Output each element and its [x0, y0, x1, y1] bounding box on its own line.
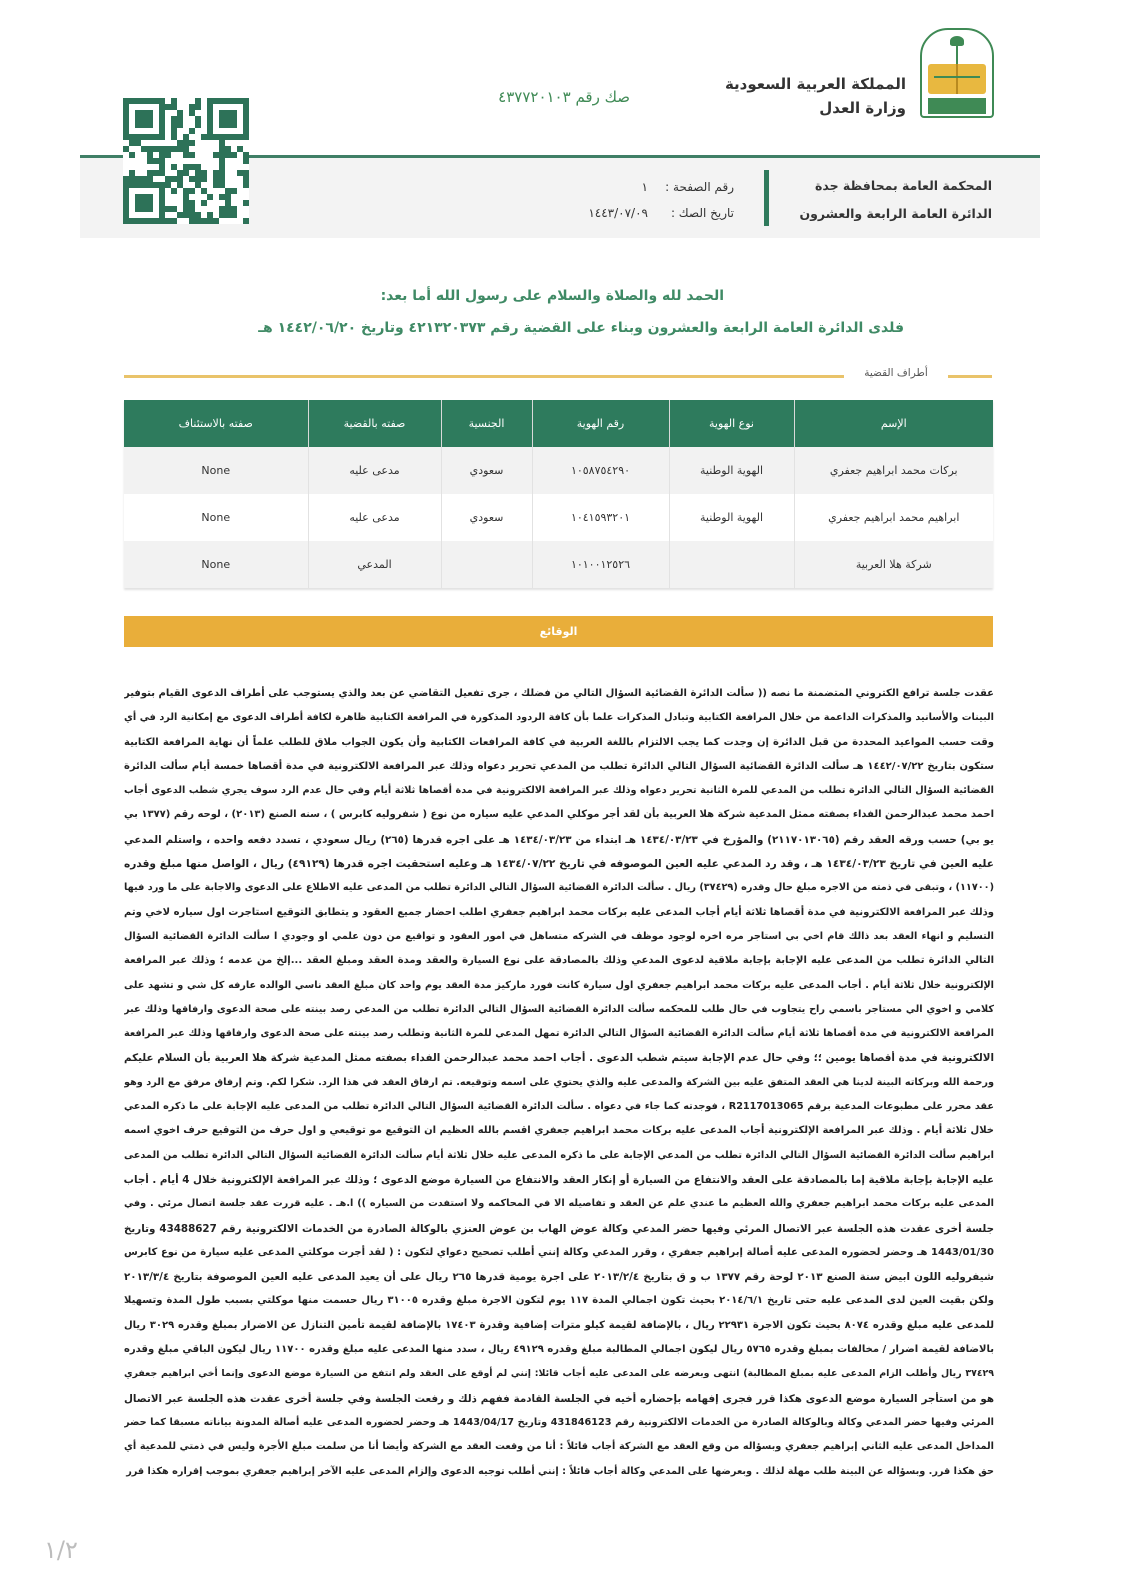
facts-line: الالكترونية في مدة أقصاها يومين ؛؛ وفي حال عدم الإجابة سيتم شطب الدعوى . أجاب احمد محمد عبدالرحمن الفداء بصفته ممثل المدعية شركة هلا العربية بأن السلام عليكم	[124, 1052, 994, 1065]
party-name: بركات محمد ابراهيم جعفري	[794, 447, 993, 494]
party-id-number: ١٠١٠٠١٢٥٢٦	[532, 541, 669, 588]
scales-icon	[934, 76, 980, 78]
facts-line: عقدت جلسة ترافع الكتروني المتضمنة ما نصه (( سألت الدائرة القضائية السؤال التالي من فضلك ، جرى تفعيل التقاضي عن بعد والذي يستوجب على أطراف الدعوى القيام بتوفير	[124, 688, 994, 699]
table-row	[124, 494, 993, 541]
facts-section-header: الوقائع	[124, 616, 993, 647]
column-header-appeal-role: صفته بالاستئناف	[124, 400, 308, 447]
intro-case-reference: فلدى الدائرة العامة الرابعة والعشرون وبناء على القضية رقم ٤٢١٣٢٠٣٧٣ وتاريخ ١٤٤٢/٠٦/٢٠ هـ	[258, 320, 904, 336]
column-header-case-role: صفته بالقضية	[308, 400, 441, 447]
court-name: المحكمة العامة بمحافظة جدة	[814, 178, 992, 193]
party-id-type	[669, 541, 794, 588]
page-number-label: رقم الصفحة :	[665, 180, 734, 194]
facts-line: المداخل المدعى عليه الثاني إبراهيم جعفري وبسؤاله من وقع العقد مع الشركة أجاب قائلاً : أنا من وقعت العقد مع الشركة وأيضا أنا من سلمت مبلغ الأجرة وليس في ذمتي للمدعية أي	[124, 1441, 994, 1453]
section-rule	[124, 375, 844, 378]
facts-line: يو بي) حسب ورقه العقد رقم (٢١١٧٠١٣٠٦٥) والمؤرخ في ١٤٣٤/٠٣/٢٣ هـ ابتداء من ١٤٣٤/٠٣/٢٣ هـ على اجره قدرها (٢٦٥) ريال سعودي ، تسدد دفعه واحده ، واستلم المدعي	[124, 833, 994, 846]
facts-line: بالاضافة لقيمة اضرار / مخالفات بمبلغ وقدره ٥٧٦٥ ريال ليكون اجمالي المطالبة مبلغ وقدره ٤٩١٢٩ ريال ، سدد منها المدعى عليه مبلغ وقدره ١١٧٠٠ ريال ليكون الباقي مبلغ وقدره	[124, 1344, 994, 1356]
facts-line: عقد محرر على مطبوعات المدعية برقم R2117013065 ، فوجدته كما جاء في دعواه . سألت الدائرة القضائية السؤال التالي الدائرة تطلب من المدعى عليه الإجابة على ما ذكره المدعي	[124, 1101, 994, 1113]
table-row	[124, 541, 993, 588]
facts-line: القضائية السؤال التالي الدائرة تطلب من المدعي للمرة الثانية تحرير دعواه وذلك عبر المرافعة الالكترونية في مدة أقصاها ثلاثة أيام وفي حال عدم الرد سوف يجري شطب الدعوى أجاب	[124, 785, 994, 797]
column-header-id-type: نوع الهوية	[669, 400, 794, 447]
parties-table	[124, 400, 993, 588]
party-appeal-role: None	[124, 541, 308, 588]
deed-number	[430, 88, 630, 106]
facts-line: ٣٧٤٢٩ ريال وأطلب الزام المدعى عليه بمبلغ المطالبة) انتهى وبعرضه على المدعى عليه أجاب قائلا: إنني لم أوقع على العقد ولم انتفع من السيارة موضع الدعوى وإنما أخي ابراهيم جعفري	[124, 1368, 994, 1380]
book-icon	[928, 64, 986, 94]
page-number-row	[560, 174, 734, 200]
facts-line: ستكون بتاريخ ١٤٤٢/٠٧/٢٢ هـ سألت الدائرة القضائية السؤال التالي الدائرة تطلب من المدعي تحرير دعواه وذلك عبر المرافعة الالكترونية في مدة أقصاها خمسة أيام سألت الدائرة	[124, 760, 994, 772]
deed-number-label: صك رقم	[575, 88, 630, 106]
party-case-role: مدعى عليه	[308, 447, 441, 494]
facts-line: وقت حسب المواعيد المحددة من قبل الدائرة إن وجدت كما يجب الالتزام باللغة العربية في كافة المرافعات الكتابية وأن يكون الجواب ملاق للطلب علماً أن نهاية المرافعة الكتابية	[124, 736, 994, 748]
ministry-of-justice-emblem-icon	[920, 28, 994, 118]
column-header-id-number: رقم الهوية	[532, 400, 669, 447]
facts-text	[124, 682, 994, 1484]
facts-line: المدعى عليه بركات محمد ابراهيم جعفري والله العظيم ما عندي علم عن العقد و تفاصيله الا في المحاكمه ولا استفدت من السياره )) ا.هـ . عليه قررت عقد جلسة اتصال مرئي . وفي	[124, 1198, 994, 1210]
court-info	[732, 172, 992, 228]
facts-line: حق هكذا قرر. وبسؤاله عن البينة طلب مهلة لذلك . وبعرضها على المدعي وكالة أجاب قائلاً : إنني أطلب توجيه الدعوى وإلزام المدعى عليه الآخر إبراهيم جعفري بموجب إقراره هكذا قرر	[126, 1465, 994, 1477]
facts-line: المرافعة الالكترونية في مدة أقصاها ثلاثة أيام سألت الدائرة القضائية السؤال التالي الدائرة تمهل المدعي للمرة الثانية وتطلب رصد بينته على صحة الدعوى وارفاقها وذلك عبر المرافعة	[124, 1028, 994, 1040]
info-separator	[764, 170, 769, 226]
deed-date-value: ١٤٤٣/٠٧/٠٩	[588, 206, 648, 220]
facts-line: احمد محمد عبدالرحمن الفداء بصفته ممثل المدعية شركة هلا العربية بأن لقد أجر موكلي المدعي عليه سياره من نوع ( شفروليه كابرس ) ، سنه الصنع (٢٠١٣) ، لوحه رقم (١٣٧٧ بي	[124, 809, 994, 821]
party-appeal-role: None	[124, 494, 308, 541]
intro-greeting: الحمد لله والصلاة والسلام على رسول الله أما بعد:	[380, 288, 724, 304]
column-header-nationality: الجنسية	[441, 400, 532, 447]
circuit-name: الدائرة العامة الرابعة والعشرون	[799, 206, 992, 221]
kingdom-name: المملكة العربية السعودية	[724, 75, 906, 93]
table-header-row	[124, 400, 993, 447]
table-row	[124, 447, 993, 494]
facts-line: (١١٧٠٠) ، وتبقى في ذمته من الاجره مبلغ حال وقدره (٣٧٤٢٩) ريال . سألت الدائرة القضائية السؤال التالي الدائرة تطلب من المدعى عليه الاطلاع على الدعوى والاجابة على ما ورد فيها	[124, 882, 994, 894]
party-id-type: الهوية الوطنية	[669, 494, 794, 541]
parties-section-title: أطراف القضية	[864, 367, 928, 379]
facts-line: الإلكترونية خلال ثلاثة أيام . أجاب المدعى عليه بركات محمد ابراهيم جعفري اول سيارة كانت فورد ماركيز مدة العقد يوم واحد كان مبلغ العقد ناسي الوالده عارفه كل شي و تشهد على	[124, 979, 994, 991]
deed-date-label: تاريخ الصك :	[670, 206, 734, 220]
page-number-value: ١	[641, 180, 648, 194]
facts-line: شيفروليه اللون ابيض سنة الصنع ٢٠١٣ لوحة رقم ١٣٧٧ ب و ق بتاريخ ٢٠١٣/٢/٤ على اجرة يومية قدرها ٢٦٥ ريال على أن يعيد المدعى عليه العين الموصوفة بتاريخ ٢٠١٣/٣/٤	[124, 1271, 994, 1284]
facts-line: التالي الدائرة تطلب من المدعى عليه الإجابة بإجابة ملاقية لدعوى المدعي وذلك بالمصادقة على نوع السيارة والعقد ومدة العقد ومبلغ العقد ...إلخ من عدمه ؛ وذلك عبر المرافعة	[124, 955, 994, 967]
ministry-name: وزارة العدل	[819, 99, 906, 117]
facts-line: خلال ثلاثة أيام . وذلك عبر المرافعة الإلكترونية أجاب المدعى عليه بركات محمد ابراهيم جعفري اقسم بالله العظيم ان التوقيع مو توقيعي و اول حرف من التوقيع حرف اخوي اسمه	[124, 1125, 994, 1137]
party-case-role: مدعى عليه	[308, 494, 441, 541]
party-case-role: المدعي	[308, 541, 441, 588]
party-id-number: ١٠٥٨٧٥٤٢٩٠	[532, 447, 669, 494]
facts-line: جلسة أخرى عقدت هذه الجلسة عبر الاتصال المرئي وفيها حضر المدعي وكالة عوض الهاب بن عوض العنزي بالوكالة الصادرة من الخدمات الالكترونية رقم 43488627 وتاريخ	[124, 1222, 994, 1235]
facts-line: ولكن بقيت العين لدى المدعى عليه حتى تاريخ ٢٠١٤/٦/١ بحيث تكون اجمالي المدة ١١٧ يوم لتكون الاجرة مبلغ وقدره ٣١٠٠٥ ريال حسمت منها موكلتي بسبب طول المدة وتسهيلا	[124, 1295, 994, 1307]
party-id-number: ١٠٤١٥٩٣٢٠١	[532, 494, 669, 541]
facts-line: هو من استأجر السيارة موضع الدعوى هكذا قرر فجرى إفهامه بإحضاره أخيه في الجلسة القادمة ففهم ذلك و رفعت الجلسة وفي جلسة أخرى عقدت هذه الجلسة عبر الاتصال	[124, 1392, 994, 1405]
deed-number-value: ٤٣٧٧٢٠١٠٣	[498, 88, 571, 106]
party-nationality	[441, 541, 532, 588]
qr-code-icon[interactable]	[123, 98, 249, 224]
deed-date-row	[560, 200, 734, 226]
party-name: شركة هلا العربية	[794, 541, 993, 588]
party-appeal-role: None	[124, 447, 308, 494]
facts-line: كلامي و اخوي الي مستاجر باسمي راح يتجاوب في حال طلب للمحكمه سألت الدائرة القضائية السؤال التالي الدائرة تطلب من المدعي رصد بينته على صحة الدعوى وارفاقها وذلك عبر	[124, 1003, 994, 1015]
page-counter: ١/٢	[44, 1536, 78, 1564]
party-name: ابراهيم محمد ابراهيم جعفري	[794, 494, 993, 541]
facts-line: عليه الإجابة بإجابة ملاقية إما بالمصادقة على العقد والانتفاع من السيارة أو إنكار العقد والانتفاع من السيارة موضع الدعوى ؛ وذلك عبر المرافعة الإلكترونية خلال 4 أيام . أجاب	[124, 1173, 994, 1186]
facts-line: المرئي وفيها حضر المدعي وكالة وبالوكالة الصادرة من الخدمات الالكترونية رقم 431846123 وتاريخ 1443/04/17 هـ وحضر لحضوره المدعى عليه أصالة المدونة بياناته مسبقا كما حضر	[124, 1416, 994, 1428]
issuer-heading	[686, 72, 906, 120]
facts-line: ورحمة الله وبركاته البينة لدينا هي العقد المتفق عليه بين الشركة والمدعى عليه والذي يحتوي على اسمه وتوقيعه. تم ارفاق العقد في هذا الرد. شكرا لكم. وتم إرفاق مرفق مع الرد وهو	[124, 1076, 994, 1088]
facts-line: 1443/01/30 هـ وحضر لحضوره المدعى عليه أصالة إبراهيم جعفري ، وقرر المدعي وكالة إنني أطلب تصحيح دعواي لتكون : ( لقد أجرت موكلتي المدعى عليه سيارة من نوع كابرس	[124, 1246, 994, 1258]
party-id-type: الهوية الوطنية	[669, 447, 794, 494]
palm-tree-icon	[952, 36, 962, 66]
party-nationality: سعودي	[441, 447, 532, 494]
facts-line: ابراهيم سألت الدائرة القضائية السؤال التالي الدائرة تطلب من المدعي الإجابة على ما ذكره المدعى عليه خلال ثلاثة أيام سألت الدائرة القضائية السؤال التالي الدائرة تطلب من المدعى	[124, 1149, 994, 1161]
facts-line: وذلك عبر المرافعة الالكترونية في مدة أقصاها ثلاثة أيام أجاب المدعى عليه بركات محمد ابراهيم جعفري اطلب احضار جميع العقود و يتطابق التوقيع استاجرت اول سياره لاخي وتم	[124, 906, 994, 918]
deed-meta	[560, 174, 734, 226]
column-header-name: الإسم	[794, 400, 993, 447]
facts-line: عليه العين في تاريخ ١٤٣٤/٠٣/٢٣ هـ ، وقد رد المدعي عليه العين الموصوفه في تاريخ ١٤٣٤/٠٧/٢٢ هـ وعليه استحقيت اجره قدرها (٤٩١٢٩) ريال ، الواصل منها مبلغ وقدره	[124, 858, 994, 871]
facts-line: للمدعى عليه مبلغ وقدره ٨٠٧٤ بحيث تكون الاجرة ٢٢٩٣١ ريال ، بالإضافة لقيمة كيلو مترات إضافية وقدرة ١٧٤٠٣ بالإضافة لقيمة تأمين التنازل عن الاضرار بمبلغ وقدره ٣٠٢٩ ريال	[124, 1319, 994, 1331]
facts-line: البينات والأسانيد والمذكرات الداعمة من خلال المرافعة الكتابية وتبادل المذكرات علما بأن كافة الردود المذكورة في المرافعة الكتابية ظاهرة لكافة أطراف الدعوى مع إمكانية الرد في أي	[124, 712, 994, 724]
party-nationality: سعودي	[441, 494, 532, 541]
facts-line: التسليم و انهاء العقد بعد ذالك قام اخي بي استاجر مره اخره لوجود موظف في الشركه متساهل في امور العقود و تواقيع من دون علمي او وجودي ا سألت الدائرة القضائية السؤال	[124, 930, 994, 942]
section-rule	[948, 375, 992, 378]
